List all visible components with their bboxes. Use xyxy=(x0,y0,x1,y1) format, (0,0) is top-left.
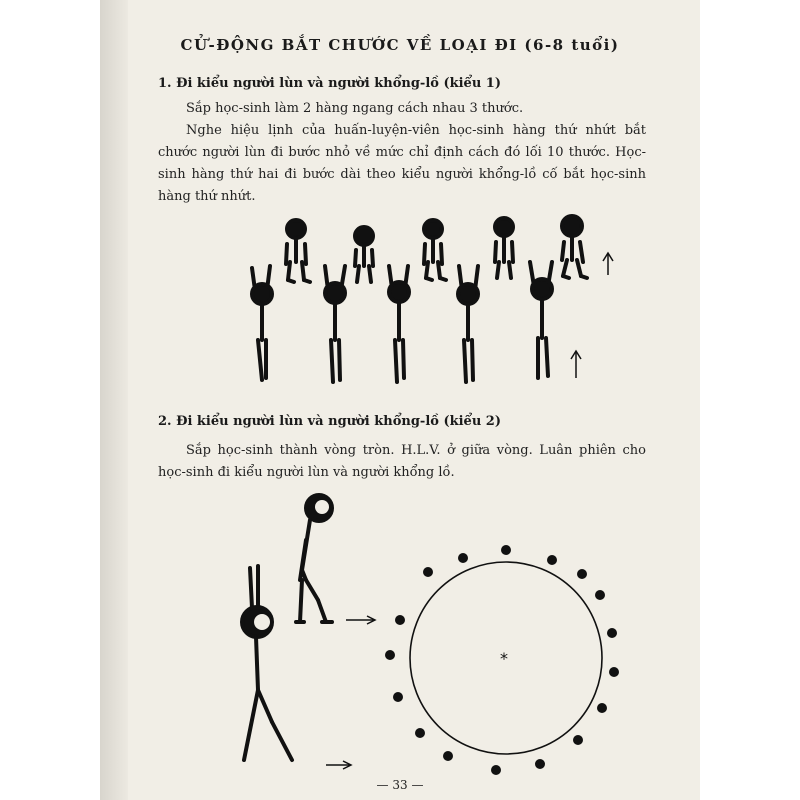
section-1-paragraph-2: Nghe hiệu lịnh của huấn-luyện-viên học-sinh hàng thứ nhứt bắt chước người lùn đi bước nhỏ về mức chỉ định cách đó lối 10 thước. Học-sinh hàng thứ hai đi bước dài theo kiểu người khổng-lồ cố bắt học-sinh hàng thứ nhứt. xyxy=(158,123,646,204)
page-heading: CỬ-ĐỘNG BẮT CHƯỚC VỀ LOẠI ĐI (6-8 tuổi) xyxy=(180,36,620,54)
page-number: — 33 — xyxy=(376,778,424,792)
giant-walker-figure xyxy=(242,566,292,760)
right-arrow-icon xyxy=(326,761,351,769)
section-2-paragraph: Sắp học-sinh thành vòng tròn. H.L.V. ở giữa vòng. Luân phiên cho học-sinh đi kiểu người lùn và người khổng lồ. xyxy=(158,443,646,480)
section-1-title: 1. Đi kiểu người lùn và người khổng-lồ (kiểu 1) xyxy=(158,76,501,91)
section-2-title: 2. Đi kiểu người lùn và người khổng-lồ (kiểu 2) xyxy=(158,414,501,429)
instructor-star-icon: * xyxy=(500,649,508,668)
dwarf-walker-figure xyxy=(296,495,332,622)
section-1-paragraph-1: Sắp học-sinh làm 2 hàng ngang cách nhau 3 thước. xyxy=(186,101,524,116)
right-arrow-icon xyxy=(346,616,375,624)
